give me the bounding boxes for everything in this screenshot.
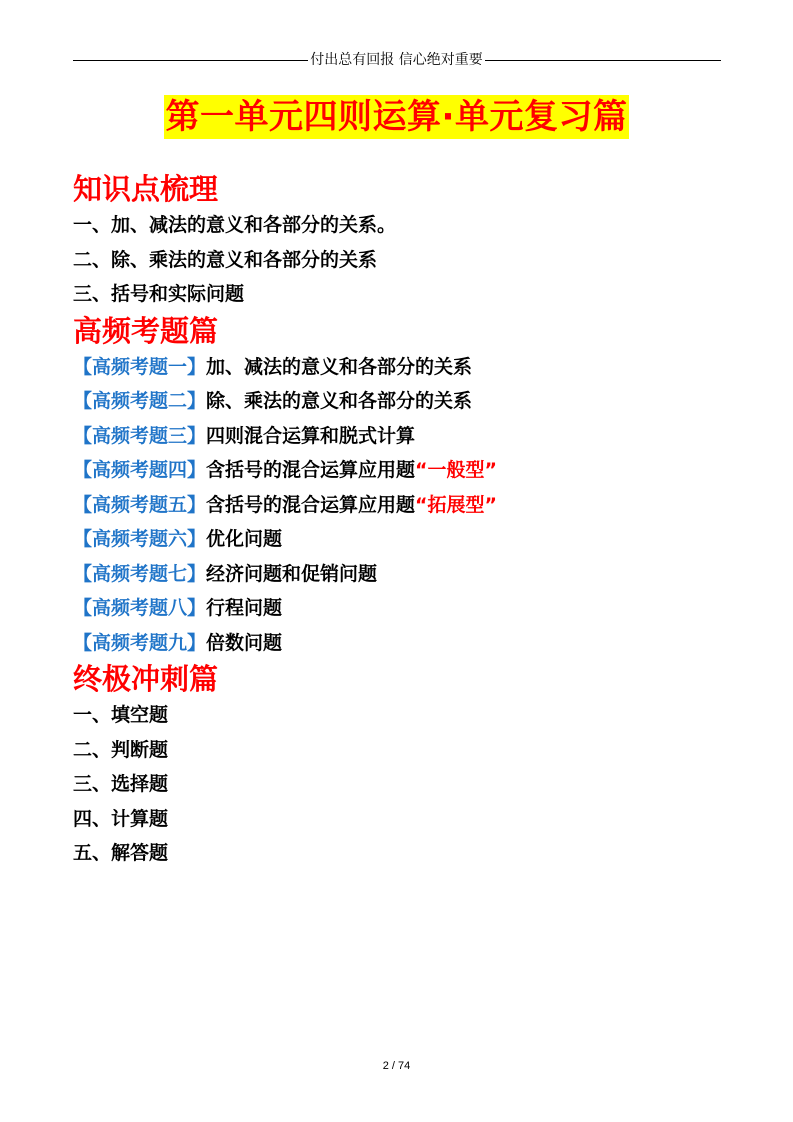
- frequent-item-tag: 【高频考题九】: [73, 631, 207, 654]
- frequent-item: [73, 557, 733, 592]
- frequent-item-text: 行程问题: [206, 597, 283, 619]
- sprint-item: 三、选择题: [73, 773, 169, 795]
- frequent-item-highlight: “一般型”: [415, 459, 498, 481]
- frequent-item: [73, 453, 733, 488]
- frequent-item-highlight: “拓展型”: [415, 493, 498, 516]
- frequent-item: [73, 488, 733, 523]
- page-number: 2 / 74: [382, 1060, 411, 1072]
- sprint-item: 二、判断题: [73, 738, 169, 761]
- frequent-item-text: 含括号的混合运算应用题: [206, 459, 416, 481]
- header-slogan-row: [0, 50, 793, 70]
- frequent-item: [73, 419, 733, 454]
- frequent-item-text: 优化问题: [206, 528, 283, 550]
- frequent-item-tag: 【高频考题五】: [73, 493, 207, 516]
- content: [73, 170, 733, 871]
- frequent-item-text: 四则混合运算和脱式计算: [206, 424, 416, 447]
- frequent-item-tag: 【高频考题一】: [73, 355, 207, 378]
- sprint-item: 四、计算题: [73, 807, 169, 830]
- header-slogan: 付出总有回报 信心绝对重要: [310, 52, 483, 68]
- frequent-item-text: 倍数问题: [206, 631, 283, 654]
- knowledge-item: 一、加、减法的意义和各部分的关系。: [73, 214, 397, 236]
- knowledge-item: 二、除、乘法的意义和各部分的关系: [73, 248, 378, 271]
- knowledge-item: 三、括号和实际问题: [73, 283, 245, 305]
- frequent-item-text: 经济问题和促销问题: [206, 562, 378, 585]
- frequent-item: [73, 522, 733, 557]
- section-heading-knowledge: 知识点梳理: [73, 172, 219, 206]
- page-title: 第一单元四则运算·单元复习篇: [165, 97, 628, 137]
- frequent-item-text: 除、乘法的意义和各部分的关系: [206, 390, 473, 412]
- frequent-item-tag: 【高频考题四】: [73, 459, 207, 481]
- title-row: [0, 95, 793, 139]
- frequent-item: [73, 384, 733, 419]
- frequent-item-tag: 【高频考题三】: [73, 424, 207, 447]
- frequent-item-tag: 【高频考题八】: [73, 597, 207, 619]
- frequent-item-tag: 【高频考题七】: [73, 562, 207, 585]
- section-heading-frequent: 高频考题篇: [73, 313, 219, 348]
- frequent-item-tag: 【高频考题六】: [73, 528, 207, 550]
- frequent-item: [73, 626, 733, 661]
- frequent-item-tag: 【高频考题二】: [73, 390, 207, 412]
- sprint-item: 五、解答题: [73, 842, 169, 864]
- frequent-item-text: 含括号的混合运算应用题: [206, 493, 416, 516]
- frequent-item: [73, 350, 733, 385]
- sprint-item: 一、填空题: [73, 704, 169, 726]
- section-heading-sprint: 终极冲刺篇: [73, 662, 219, 696]
- frequent-item-text: 加、减法的意义和各部分的关系: [206, 355, 473, 378]
- frequent-item: [73, 591, 733, 626]
